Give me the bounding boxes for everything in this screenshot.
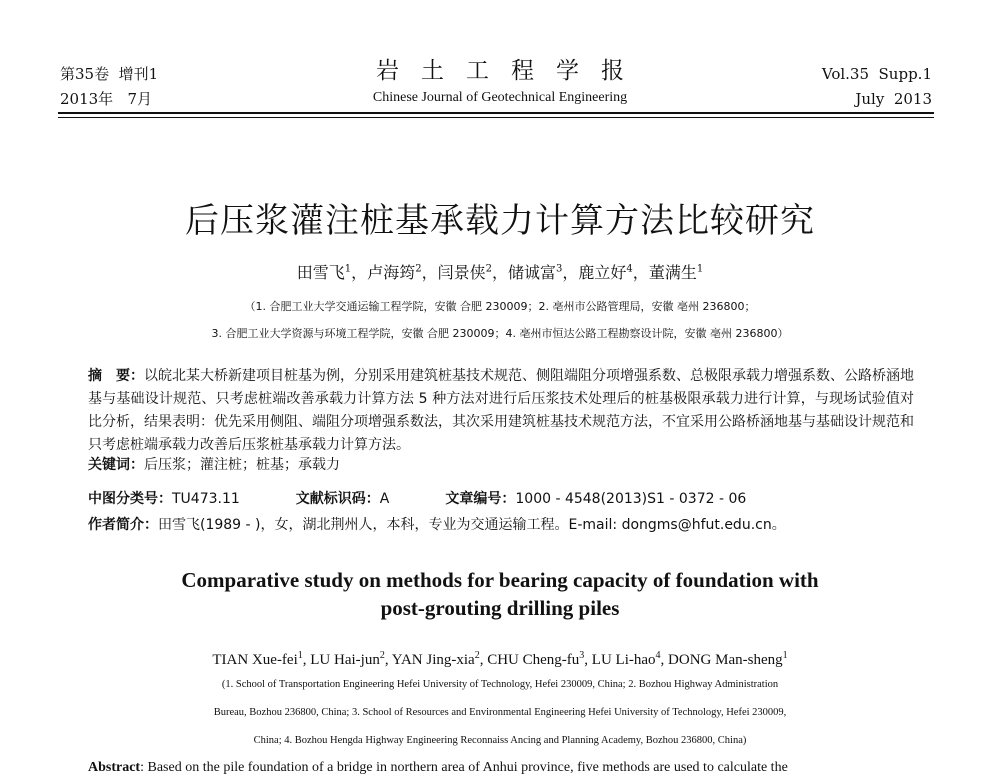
affiliation-en-line3: China; 4. Bozhou Hengda Highway Engineering Reconnaiss Ancing and Planning Academy, Bozhou 236800, China) <box>253 735 747 746</box>
header-vol-info-en <box>822 62 932 112</box>
paper-title-cn: 后压浆灌注桩基承载力计算方法比较研究 <box>185 201 815 241</box>
abstract-cn <box>88 365 914 457</box>
journal-name-en: Chinese Journal of Geotechnical Engineering <box>372 90 628 105</box>
date-en: July 2013 <box>855 90 932 108</box>
abstract-en-text: : Based on the pile foundation of a bridge in northern area of Anhui province, five methods are used to calculate the <box>140 760 788 775</box>
article-number-label: 文章编号： <box>445 491 516 507</box>
year-month: 2013年 7月 <box>60 90 153 108</box>
author-affiliation-marker: 1 <box>297 650 303 661</box>
author-name: 卢海筠 <box>367 263 416 282</box>
author-affiliation-marker: 4 <box>655 650 661 661</box>
author-name: DONG Man-sheng <box>668 652 783 668</box>
author-affiliation-marker: 2 <box>379 650 385 661</box>
author-name: TIAN Xue-fei <box>212 652 298 668</box>
author-list-en: TIAN Xue-fei$^1$, LU Hai-jun$^2$, YAN Jing-xia$^2$, CHU Cheng-$fu^3$, LU Li-hao$^4$, DONG Man-sheng$^1$ <box>212 650 788 668</box>
author-affiliation-marker: 1 <box>782 650 788 661</box>
author-name: 储诚富 <box>508 263 557 282</box>
affiliation-cn-line2: 3. 合肥工业大学资源与环境工程学院，安徽 合肥 230009；4. 亳州市恒达公路工程勘察设计院，安徽 亳州 236800） <box>211 327 789 340</box>
author-affiliation-marker: 4 <box>626 263 633 275</box>
author-list-cn: 田雪飞$^1$，卢海筠$^2$，闫景侠$^2$，储诚富$^3$，鹿立好$^4$，董满生$^1$ <box>296 263 704 282</box>
author-name: CHU Cheng-fu <box>487 652 580 668</box>
article-number-value: 1000 - 4548(2013)S1 - 0372 - 06 <box>515 491 747 507</box>
author-name: 闫景侠 <box>437 263 486 282</box>
affiliation-en-line1: (1. School of Transportation Engineering Hefei University of Technology, Hefei 230009, China; 2. Bozhou Highway Administration <box>221 679 779 690</box>
author-name: YAN Jing-xia <box>391 652 475 668</box>
keywords-text: 后压浆；灌注桩；桩基；承载力 <box>144 457 340 473</box>
author-name: 鹿立好 <box>578 263 627 282</box>
paper-title-en-line2: post-grouting drilling piles <box>380 596 620 620</box>
vol-supp: Vol.35 Supp.1 <box>821 65 932 83</box>
author-affiliation-marker: 2 <box>474 650 480 661</box>
author-bio-label: 作者简介： <box>88 517 158 533</box>
author-name: LU Hai-jun <box>310 652 380 668</box>
header-rule-thick <box>58 112 934 114</box>
volume-issue: 第35卷 增刊1 <box>60 65 159 83</box>
journal-name-cn: 岩土工程学报 <box>376 58 646 84</box>
keywords-label: 关键词： <box>88 457 144 473</box>
author-affiliation-marker: 2 <box>485 263 492 275</box>
affiliation-cn-line1: （1. 合肥工业大学交通运输工程学院，安徽 合肥 230009；2. 亳州市公路管理局，安徽 亳州 236800； <box>244 300 756 313</box>
doc-code-label: 文献标识码： <box>295 491 380 507</box>
doc-code-value: A <box>379 491 390 507</box>
author-bio <box>88 514 786 534</box>
keywords <box>88 454 340 474</box>
clc-label: 中图分类号： <box>88 491 172 507</box>
affiliation-en-line2: Bureau, Bozhou 236800, China; 3. School of Resources and Environmental Engineering Hefei University of Technology, Hefei 230009, <box>213 707 787 718</box>
author-bio-text: 田雪飞(1989 - )，女，湖北荆州人，本科，专业为交通运输工程。E-mail: dongms@hfut.edu.cn。 <box>158 517 786 533</box>
author-affiliation-marker: 1 <box>696 263 704 275</box>
paper-title-en <box>0 566 1000 622</box>
author-name: 田雪飞 <box>296 263 345 282</box>
clc-value: TU473.11 <box>172 491 240 507</box>
abstract-en-label: Abstract <box>88 760 141 775</box>
author-name: LU Li-hao <box>591 652 656 668</box>
abstract-cn-label: 摘 要： <box>88 368 144 384</box>
abstract-cn-text: 以皖北某大桥新建项目桩基为例，分别采用建筑桩基技术规范、侧阻端阻分项增强系数、总极限承载力增强系数、公路桥涵地基与基础设计规范、只考虑桩端改善承载力计算方法 5 种方法对进行后压浆技术处理后的桩基极限承载力进行计算，与现场试验值对比分析，结果表明：优先采用侧阻、端阻分项增强系数法，其次采用建筑桩基技术规范方法，不宜采用公路桥涵地基与基础设计规范和只考虑桩端承载力改善后压浆桩基承载力计算方法。 <box>88 368 914 453</box>
classification-line <box>88 488 746 508</box>
author-name: 董满生 <box>648 263 697 282</box>
header-rule-thin <box>58 117 934 118</box>
author-affiliation-marker: 1 <box>344 263 352 275</box>
author-affiliation-marker: 3 <box>556 263 563 275</box>
paper-title-en-line1: Comparative study on methods for bearing capacity of foundation with <box>181 568 819 592</box>
author-affiliation-marker: 2 <box>415 263 422 275</box>
abstract-en <box>88 760 948 776</box>
author-affiliation-marker: 3 <box>579 650 585 661</box>
